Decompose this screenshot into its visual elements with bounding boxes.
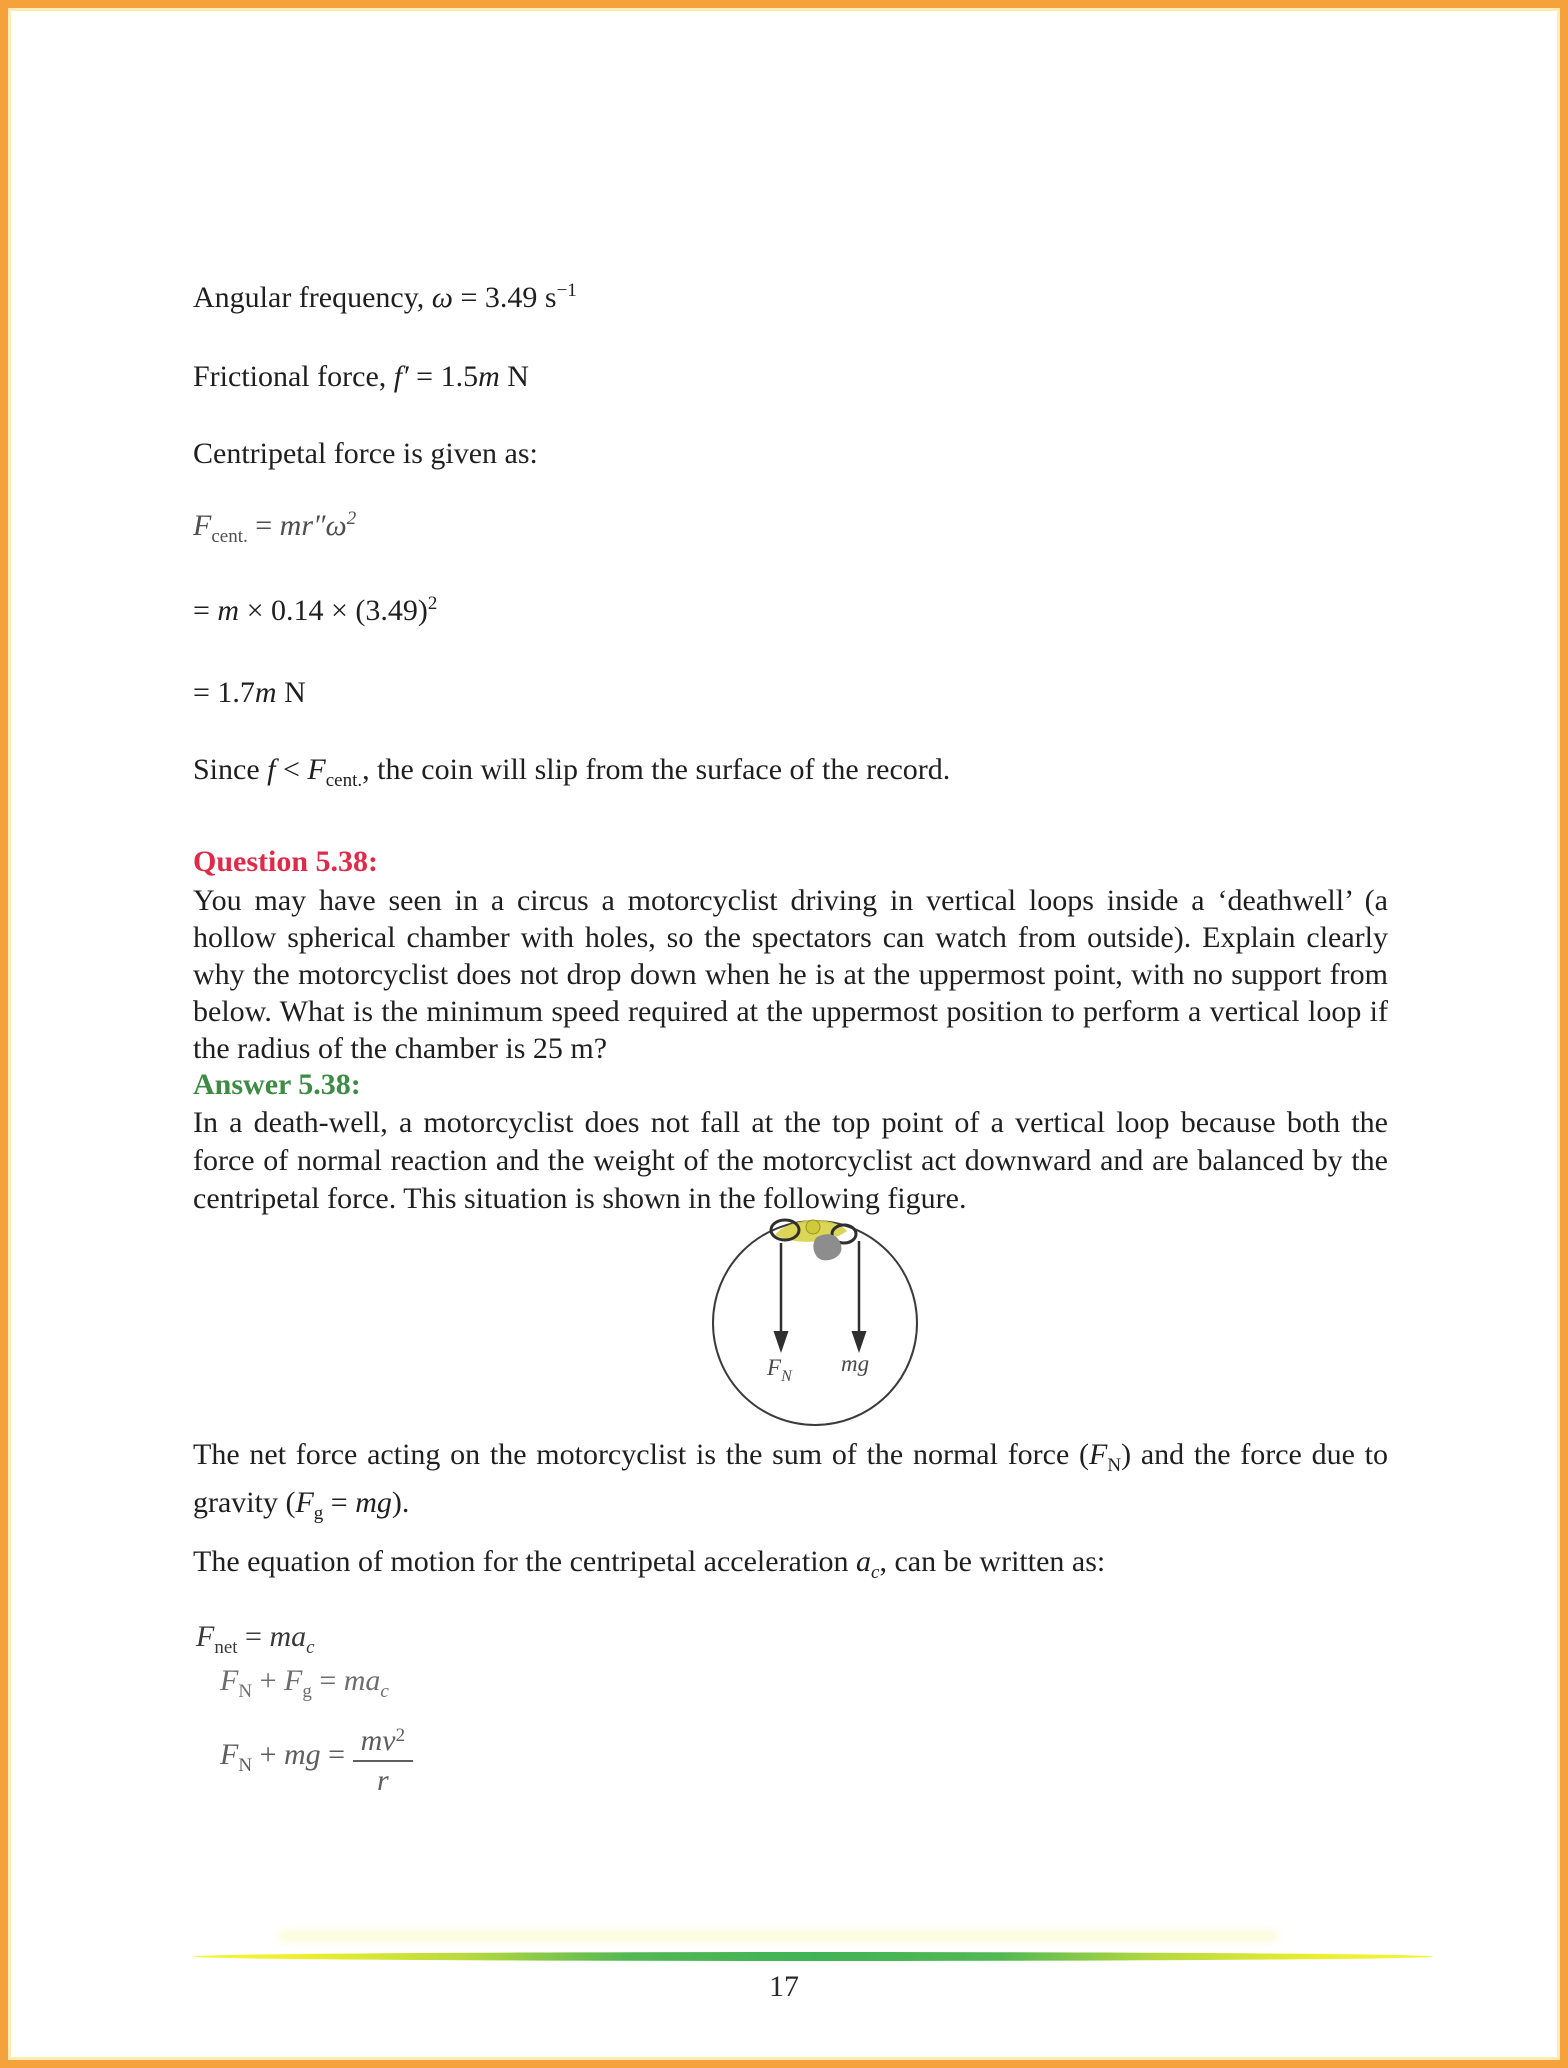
eq3-F-sub: N — [238, 1755, 253, 1776]
result-equation — [193, 676, 306, 710]
rule-smudge — [278, 1930, 1278, 1942]
question-heading: Question 5.38: — [193, 845, 379, 878]
equation-fn-fg — [220, 1664, 389, 1703]
centripetal-intro-text: Centripetal force is given as: — [193, 437, 538, 470]
centripetal-intro-line — [193, 437, 538, 471]
fcent-F: F — [193, 509, 212, 542]
since-post: , the coin will slip from the surface of the record. — [362, 753, 951, 786]
fcent-exp: 2 — [346, 508, 357, 529]
normal-force-arrow-icon — [774, 1243, 789, 1353]
deathwell-diagram — [705, 1213, 925, 1433]
result-unit: N — [276, 676, 306, 709]
friction-symbol: f′ — [393, 360, 409, 393]
sub-values: × 0.14 × (3.49) — [239, 594, 428, 627]
answer-body: In a death-well, a motorcyclist does not fall at the top point of a vertical loop because both the force of normal reaction and the weight of the motorcyclist act downward and are balanced by the centripetal force. This situation is shown in the following figure. — [193, 1106, 1388, 1215]
eqmotion-pre: The equation of motion for the centripetal acceleration — [193, 1545, 857, 1578]
answer-heading: Answer 5.38: — [193, 1068, 361, 1101]
equation-fnet — [196, 1620, 315, 1659]
eqmotion-a: a — [856, 1545, 872, 1578]
eqmotion-a-sub: c — [871, 1562, 880, 1583]
eq2-F1: F — [220, 1664, 239, 1697]
equation-motion-line — [193, 1545, 1105, 1584]
angular-exponent: −1 — [556, 280, 577, 301]
eq3-F: F — [220, 1738, 239, 1771]
angular-frequency-line — [193, 280, 577, 315]
eq2-F2-sub: g — [302, 1681, 312, 1702]
since-f: f — [267, 753, 276, 786]
eq3-denominator: r — [376, 1764, 389, 1797]
eq1-ma-sub: c — [306, 1637, 315, 1658]
eq2-F2: F — [283, 1664, 303, 1697]
omega-symbol: ω — [431, 281, 453, 314]
mg-label: mg — [841, 1351, 870, 1376]
netforce-F2-sub: g — [313, 1503, 324, 1524]
friction-mass: m — [478, 360, 500, 393]
angular-pre: Angular frequency, — [193, 281, 432, 314]
eq2-ma: ma — [343, 1664, 381, 1697]
netforce-F1: F — [1089, 1438, 1108, 1471]
eq1-F: F — [196, 1620, 215, 1653]
eq2-ma-sub: c — [380, 1681, 389, 1702]
eq1-equals: = — [237, 1620, 270, 1653]
eq3-fraction — [353, 1724, 413, 1798]
netforce-F1-sub: N — [1107, 1455, 1122, 1476]
eq3-mg: mg — [283, 1738, 321, 1771]
friction-eq: = 1.5 — [408, 360, 479, 393]
eq1-ma: ma — [269, 1620, 307, 1653]
fn-label: $F_N$ — [767, 1355, 792, 1385]
eq3-equals: = — [320, 1738, 353, 1771]
fcent-sub: cent. — [211, 526, 248, 547]
netforce-p4: ). — [391, 1486, 410, 1519]
conclusion-line — [193, 753, 950, 792]
since-F-sub: cent. — [325, 770, 363, 791]
eq1-F-sub: net — [214, 1637, 238, 1658]
netforce-mg: mg — [355, 1486, 392, 1519]
equation-fn-mg — [220, 1724, 413, 1798]
eqmotion-post: , can be written as: — [879, 1545, 1106, 1578]
friction-pre: Frictional force, — [193, 360, 394, 393]
sub-exp: 2 — [427, 593, 438, 614]
substitution-equation — [193, 593, 437, 628]
since-compare: < — [275, 753, 308, 786]
eq2-plus: + — [252, 1664, 284, 1697]
deathwell-figure — [705, 1213, 925, 1438]
since-pre: Since — [193, 753, 268, 786]
eq3-plus: + — [252, 1738, 284, 1771]
netforce-p2: ) and the force due to gravity ( — [193, 1438, 1388, 1519]
fcent-rhs: mr″ω — [279, 509, 347, 542]
frictional-force-line — [193, 360, 529, 394]
angular-value: = 3.49 s — [452, 281, 557, 314]
eq3-numerator: mv — [360, 1724, 396, 1757]
sub-mass: m — [217, 594, 240, 627]
page-number: 17 — [769, 1970, 799, 2003]
netforce-p3: = — [323, 1486, 356, 1519]
fcent-equals: = — [247, 509, 280, 542]
decorative-rule — [193, 1952, 1433, 1961]
eq2-F1-sub: N — [238, 1681, 253, 1702]
netforce-F2: F — [295, 1486, 314, 1519]
result-value: = 1.7 — [193, 676, 255, 709]
since-F: F — [307, 753, 326, 786]
weight-arrow-icon — [852, 1241, 867, 1353]
eq3-num-exp: 2 — [395, 1725, 406, 1746]
eq2-equals: = — [311, 1664, 344, 1697]
result-mass: m — [254, 676, 277, 709]
friction-unit: N — [499, 360, 529, 393]
sub-equals: = — [193, 594, 218, 627]
question-body: You may have seen in a circus a motorcyclist driving in vertical loops inside a ‘deathwell’ (a hollow spherical chamber with holes, so the spectators can watch from outside). Explain clearly why the motorcyclist does not drop down when he is at the uppermost point, with no support from below. What is the minimum speed required at the uppermost position to perform a vertical loop if the radius of the chamber is 25 m? — [193, 884, 1388, 1065]
fcent-equation — [193, 508, 356, 548]
netforce-p1: The net force acting on the motorcyclist is the sum of the normal force ( — [193, 1438, 1090, 1471]
net-force-paragraph — [193, 1436, 1388, 1532]
